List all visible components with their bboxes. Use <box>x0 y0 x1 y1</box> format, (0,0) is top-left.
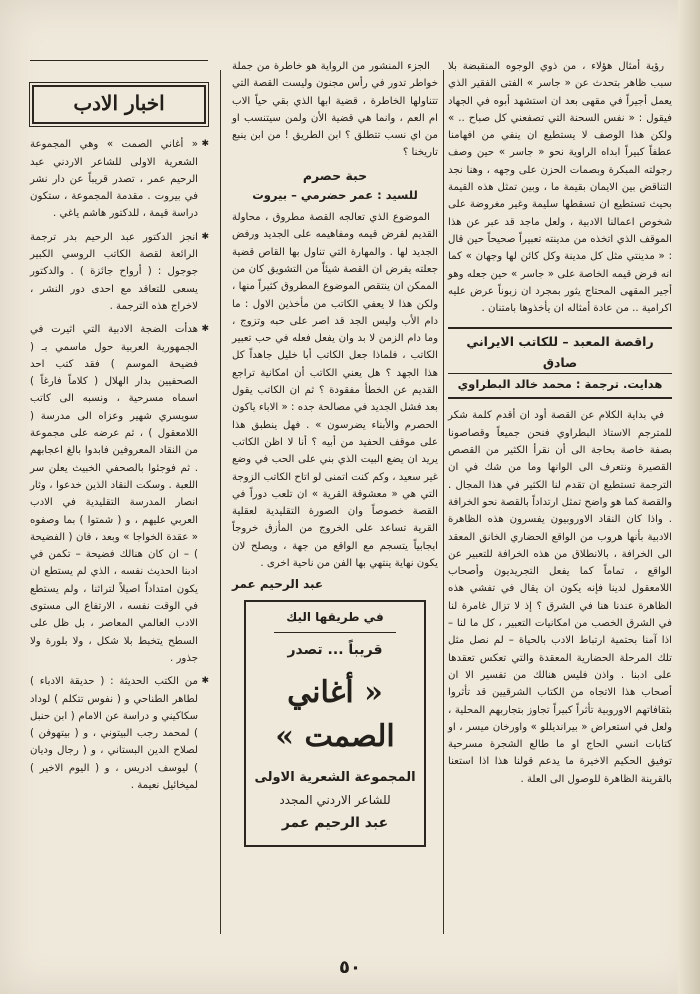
book-advertisement <box>244 600 426 847</box>
ad-tagline: في طريقها اليك <box>286 609 384 624</box>
star-bullet-icon: ✱ <box>201 231 209 242</box>
column-left <box>30 60 208 800</box>
star-bullet-icon: ✱ <box>201 139 209 150</box>
body-paragraph: الموضوع الذي تعالجه القصة مطروق ، محاولة القديم لفرض قيمه ومفاهيمه على الجديد ورفض الجديد لها . والمهارة التي تناول بها القاص قضية جعلته يفرض ان القصة شيئاً من التشويق كان من الممكن ان ينتقص الموضوع المطروق كثيراً منها ، ولكن هذا لا يعفي الكاتب من مأخذين الاول : ما دام الأب وليس الجد قد اصر على حبه وتزوج ، وما دام الزمن لا بد وان يفعل فعله في حب تعبير الكاتب ، فلماذا جعل الكاتب أبا خليل جاهداً كل هذا الجهد ؟ هل يعني الكاتب أن امكانية تراجع القديم عن الخطأ مفقودة ؟ ثم ان الكاتب يقول بعد فشل الجديد في مصالحة جده : « الاباء ياكون الحصرم والأبناء يضرسون » . فهل ينطبق هذا على موقف الحفيد من أبيه ؟ أنا لا اظن الكاتب يريد ان يضع البيت الذي بني على الحب في وضع غير سعيد ، وكم كنت اتمنى لو اتاح الكاتب الزوجة التي هي « معشوقة القرية » ان تلعب دوراً في القصة خصوصاً وان الصورة التقليدية لعقلية القرية تساعد على الخروج من المأزق خروجاً ايجابياً يتسجم مع الواقع من جهة ، ويصلح لان يكون نهاية ينتهي بها الفن من ناحية اخرى . <box>232 212 438 570</box>
news-item <box>30 136 208 222</box>
section-title-box: اخبار الادب <box>32 85 206 124</box>
news-text: من الكتب الحديثة : ( حديقة الادباء ) لطاهر الطناحي و ( نفوس تتكلم ) لوداد سكاكيني و دراسة عن الامام ( ابن حنبل ) لمحمد رجب البيتوني ، و ( بيتهوفن ) لصلاح الدين البستاني ، و ( رجال وديان ) ليوسف ادريس ، و ( اليوم الاخير ) لميخائيل نعيمة . <box>30 676 198 791</box>
ad-poet-desc: للشاعر الاردني المجدد <box>279 792 391 807</box>
top-rule <box>30 60 208 61</box>
page-number: ٥٠ <box>339 957 361 978</box>
news-item <box>30 321 208 667</box>
star-bullet-icon: ✱ <box>201 324 209 335</box>
column-divider-right <box>443 70 444 934</box>
ad-divider <box>274 632 396 633</box>
story-title: راقصة المعبد – للكاتب الايراني صادق <box>466 334 654 371</box>
story-byline: للسيد : عمر حضرمي – بيروت <box>252 187 418 202</box>
ad-book-title: « أغاني الصمت » <box>275 674 395 754</box>
news-text: « أغاني الصمت » وهي المجموعة الشعرية الاولى للشاعر الاردني عبد الرحيم عمر ، تصدر قريباً عن دار نشر في بيروت . مقدمة المجموعة ، ستكون دراسة قيمة ، للدكتور هاشم ياغي . <box>30 139 198 220</box>
body-paragraph: في بداية الكلام عن القصة أود ان أقدم كلمة شكر للمترجم الاستاذ البطراوي فنحن جميعاً وقصاصونا بصفة خاصة بحاجة الى أن نقرأ الكثير من القصص القصيرة ونتعرف الى الوانها وما من شك في ان الترجمة تستطيع ان تقدم لنا الكثير في هذا المجال . والقصة كما هو واضح تمثل ارتداداً بالقصة نحو الخرافة . واذا كان النقاد الاوروبيون يفسرون هذه الظاهرة الادبية بأنها هروب من الواقع الحضاري الخانق المعقد الى الخرافة ، بالانطلاق من هذه الخرافة للتعبير عن الواقع ، تماماً كما يفعل التجريديون وأصحاب اللامعقول لدينا فإنه يكون ان يقال في تفشي هذه الظاهرة عندنا هنا في الشرق ؟ إذ لا تزال غامرة لنا في الشرق الخصب من امكانيات التعبير ، كل ما لنا – اذا آمنا بحتمية ارتباط الادب بالحياة – لم نصل مثل تلك المرحلة الحضارية المعقدة والتي تعكس تعقدها على ادبنا . واذن فليس هنالك من تفسير الا ان أصحاب هذا الاتجاه من الكتاب الشرقيين قد تأثروا بثقافاتهم الاوروبية تأثراً كبيراً تجاوز بتجاربهم المحلية ، ولعل في استعراض « بيرانديللو » واورخان ميسر ، او كتابات انسي الحاج او ما طالع الشجرة مسرحية توفيق الحكيم الاخيرة ما يدعم قولنا هذا اذا استعنا بالقرينة الظاهرة للوصول الى العلة . <box>448 410 672 785</box>
news-text: انجز الدكتور عبد الرحيم بدر ترجمة الرائعة لقصة الكاتب الروسي الكبير جوجول : ( أرواح جائزة ) . والدكتور يسعى للتعاقد مع احدى دور النشر ، لاخراج هذه الترجمة . <box>30 231 198 312</box>
story-byline: هدايت. ترجمة : محمد خالد البطراوي <box>448 373 672 395</box>
ad-coming-soon: قريباً ... تصدر <box>287 641 383 658</box>
story-heading <box>448 327 672 399</box>
column-middle <box>232 58 438 847</box>
news-item <box>30 229 208 315</box>
story-title: حبة حصرم <box>302 167 368 183</box>
page-spine <box>678 0 700 994</box>
intro-paragraph: الجزء المنشور من الرواية هو خاطرة من جملة خواطر تدور في رأس مجنون وليست القصة التي تتناولها الخاطرة ، قضية ابها الذي بقي حياً الاب ام العم ، وانما هي قضية الأن ولمن سيتنسب او من اي نسب تتطلق ؟ ابن الطريق ! من ابن ينبع تاريخنا ؟ <box>232 61 438 159</box>
ad-author: عبد الرحيم عمر <box>281 814 389 831</box>
author-signature: عبد الرحيم عمر <box>232 577 324 592</box>
news-text: هدأت الضجة الادبية التي اثيرت في الجمهورية العربية حول ماسمي بـ ( فضيحة الموسم ) فقد كتب احد الصحفيين بدار الهلال ( كلاماً فارغاً ) اسماه مسرحية ، ونسبه الى كاتب سويسري شهير وعزاه الى مدرسة ( اللامعقول ) ، ثم عرضه على مجموعة من النقاد المعروفين فابدوا بالغ اعجابهم . ثم فوجئوا بالصحفي الخبيث يعلن سر اللعبة . وسكت النقاد الذين خدعوا ، وثار انصار المدرسة التقليدية في الادب العربي عليهم ، و ( شمتوا ) بما وصفوه « عقدة الخواجا » وبعد ، فان ( الفضيحة ) – ان كان هنالك فضيحة – تكمن في ادبنا الحديث نفسه ، الذي لم يستطع ان يكون امتداداً اصيلاً لتراثنا ، ولم يستطع في الوقت نفسه ، الارتفاع الى مستوى الادب العالمي المعاصر ، بل ظل على السطح يتخبط بلا شكل ، ولا بلورة ولا جذور . <box>30 324 198 664</box>
intro-paragraph: رؤية أمثال هؤلاء ، من ذوي الوجوه المنقبضة بلا سبب ظاهر بتحدث عن « جاسر » الفتى الفقير الذي يعمل أجيراً في مقهى بعد ان استشهد أبوه في الجهاد فيقول : « نفس السحنة التي تصفعني كل صباح .. » ولكن هذا الوصف لا يستطيع ان ينفي من افهامنا عطفاً كبيراً ابداه الراوية نحو « جاسر » حين وصف رجولته المبكرة وبصمات الحزن على وجهه ، وهنا نجد التناقض بين الايمان بقيمة ما ، وبين تمثل هذه القيمة بحيث تستطيع ان تسقطها سليمة وغير مغروضة على شخوص اعمالنا الادبية ، ولعل ماجد قد عبر عن هذا الموقف الذي اتخذه من مدينته تعبيراً صحيحاً حين قال : « مدينتي مثل كل مدينة وكل كائن لها وجهان » كما انه فرض قيمه الخاصة على « جاسر » حين جعله وهو أجير المقهى المحتاج يثور بمجرد ان زبوناً عرض عليه اكرامية .. من عادة أمثاله ان يأخذوها بامتنان . <box>448 61 672 315</box>
news-item <box>30 673 208 794</box>
star-bullet-icon: ✱ <box>201 676 209 687</box>
column-divider-left <box>220 70 221 934</box>
ad-collection: المجموعة الشعرية الاولى <box>254 769 416 785</box>
column-right <box>448 58 672 791</box>
